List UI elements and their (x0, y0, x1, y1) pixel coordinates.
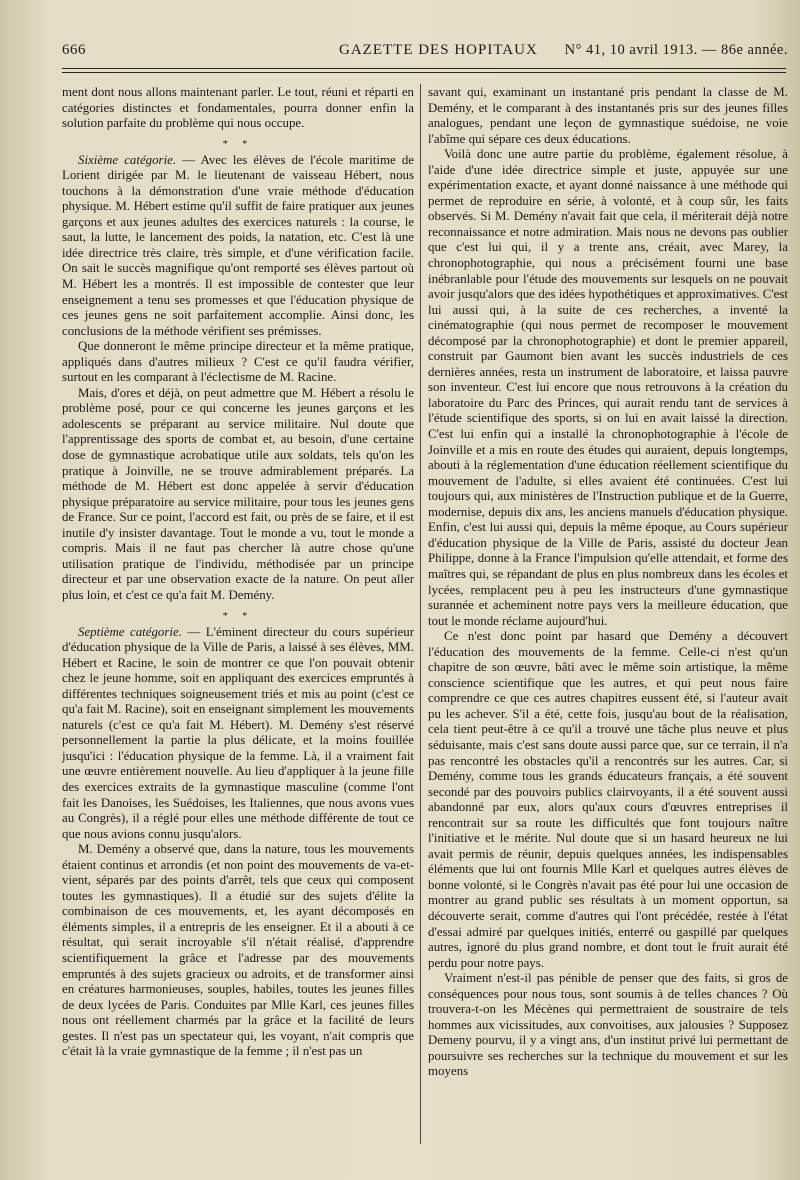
paragraph-vraiment: Vraiment n'est-il pas pénible de penser que des faits, si gros de conséquences pour nous tous, sont soumis à de telles chances ? Où trouvera-t-on les Mécènes qui permettraient de soustraire de tels hommes aux vicissitudes, aux convoitises, aux jalousies ? Supposez Demeny pourvu, il y a vingt ans, d'un institut privé lui permettant de poursuivre ses recherches sur la technique du mouvement et sur les moyens (428, 971, 788, 1079)
paragraph-category-7 (62, 625, 414, 843)
paragraph-que: Que donneront le même principe directeur et la même pratique, appliqués dans d'autres milieux ? C'est ce qu'il faudra vérifier, surtout en les comparant à l'éclectisme de M. Racine. (62, 339, 414, 385)
header-rule-thin (62, 72, 786, 73)
paragraph-demeny: M. Demény a observé que, dans la nature, tous les mouvements étaient continus et arrondis (et non point des mouvements de va-et-vient, séparés par des points d'arrêt, tels que ceux qui composent toutes les gymnastiques). Il a étudié sur des sujets d'élite la combinaison de ces mouvements, et, les ayant décomposés en éléments simples, il a entrepris de les enseigner. Et il a abouti à ce résultat, qui serait incroyable s'il n'était réalisé, d'apprendre scientifiquement la grâce et l'adresse par des mouvements empruntés à des sujets gracieux ou adroits, et de transformer ainsi en créatures harmonieuses, souples, habiles, toutes les jeunes filles de deux lycées de Paris. Conduites par Mlle Karl, ces jeunes filles nous ont réellement charmés par la grâce et la facilité de leurs gestes. Il n'est pas un spectateur qui, les voyant, n'ait compris que c'était là la vraie gymnastique de la femme ; il n'est pas un (62, 842, 414, 1059)
category-6-text: — Avec les élèves de l'école maritime de Lorient dirigée par M. le lieutenant de vaisseau Hébert, nous touchons à la démonstration d'une vraie méthode d'éducation physique. M. Hébert estime qu'il suffit de faire pratiquer aux jeunes garçons et aux jeunes adultes des exercices naturels : la course, le saut, la lutte, le lancement des poids, la natation, etc. C'est là une idée directrice très claire, très simple, et d'une vérification facile. On sait le succès magnifique qu'ont remporté ses élèves partout où M. Hébert les a montrés. Il est impossible de contester que leur enseignement a tenu ses promesses et que l'éducation physique de ces jeunes gens ne soit parfaitement accomplie. Ainsi donc, les conclusions de la méthode vérifient ses prémisses. (62, 152, 414, 338)
right-column (428, 85, 788, 1080)
section-separator: * * (222, 138, 254, 150)
paragraph-intro: ment dont nous allons maintenant parler. Le tout, réuni et réparti en catégories distinctes et fondamentales, pourra donner enfin la solution parfaite du problème qui nous occupe. (62, 85, 414, 131)
section-separator: * * (222, 610, 254, 622)
paragraph-voila: Voilà donc une autre partie du problème, également résolue, à l'aide d'une idée directrice simple et juste, appuyée sur une expérimentation exacte, et ayant donné naissance à une méthode qui permet de reproduire en série, à volonté, et à coup sûr, les faits observés. Si M. Demény n'avait fait que cela, il mériterait déjà notre reconnaissance et notre admiration. Mais nous ne devons pas oublier que c'est lui qui, il y a trente ans, créait, avec Marey, la chronophotographie, qui nous a précisément fourni une base inébranlable pour l'étude des mouvements sur lesquels on ne pouvait avoir jusqu'alors que des idées hypothétiques et approximatives. C'est lui aussi qui, à la suite de ces recherches, a inventé la cinématographie (qui nous permet de recomposer le mouvement décomposé par la chronophotographie) et dont le premier appareil, construit par Gaumont bien avant les succès industriels de ces dernières années, resta un instrument de laboratoire, et laissa pauvre son inventeur. C'est lui encore que nous retrouvons à la création du laboratoire du Parc des Princes, qui aurait rendu tant de services à l'étude scientifique des sports, si on lui en avait laissé la direction. C'est lui enfin qui a installé la chronophotographie à l'école de Joinville et a mis en route des études qui auraient, depuis longtemps, abouti à la réglementation d'une éducation réellement scientifique du mouvement de l'adulte, si elles avaient été continuées. C'est lui toujours qui, aux ministères de l'Instruction publique et de la Guerre, modernise, depuis dix ans, les anciens manuels d'éducation physique. Enfin, c'est lui aussi qui, depuis la même époque, au Cours supérieur d'éducation physique de la Ville de Paris, assisté du docteur Jean Philippe, donne à la France l'impulsion qu'elle attendait, et forme des maîtres qui, se répandant de plus en plus nombreux dans les écoles et lycées, remplacent peu à peu les instructeurs d'une gymnastique surannée et acheminent notre pays vers la meilleure éducation, que tout le monde réclame aujourd'hui. (428, 147, 788, 628)
category-7-label: Septième catégorie. (78, 624, 182, 639)
page-number: 666 (62, 42, 86, 58)
paragraph-mais: Mais, d'ores et déjà, on peut admettre que M. Hébert a résolu le problème posé, pour ce qui concerne les jeunes garçons et les adolescents se préparant au service militaire. Nul doute que l'apprentissage des sports de combat et, au besoin, d'une certaine dose de gymnastique acrobatique utile aux soldats, tels qu'on les pratique à Joinville, ne se trouve admirablement préparés. La méthode de M. Hébert est donc appelée à servir d'éducation physique préparatoire au service militaire, pour tous les jeunes gens de France. Sur ce point, l'accord est fait, ou près de se faire, et il est inutile d'y insister davantage. Tout le monde a vu, tout le monde a compris. Mais il ne faut pas chercher là autre chose qu'une utilisation pratique de l'individu, méthodisée par un principe directeur et par une observation exacte de la nature. On peut aller plus loin, et c'est ce qu'a fait M. Demény. (62, 385, 414, 602)
column-divider (420, 84, 421, 1144)
issue-info: N° 41, 10 avril 1913. — 86e année. (564, 42, 788, 58)
category-7-text: — L'éminent directeur du cours supérieur d'éducation physique de la Ville de Paris, a laissé à ses élèves, MM. Hébert et Racine, le soin de montrer ce que l'on pouvait obtenir chez le jeune homme, soit en appliquant des exercices empruntés à différentes techniques soigneusement triés et mis au point (c'est ce qu'a fait M. Racine), soit en enseignant simplement les mouvements naturels (c'est ce qu'a fait M. Hébert). M. Demény s'est réservé personnellement la partie la plus délicate, et la moins fouillée jusqu'ici : l'éducation physique de la femme. Là, il a vraiment fait une œuvre entièrement nouvelle. Au lieu d'appliquer à la jeune fille des exercices extraits de la gymnastique masculine (comme l'ont fait les Danoises, les Suédoises, les Italiennes, que nous avons vues au Congrès), il a réglé pour elles une méthode différente de tout ce que nous avions connu jusqu'alors. (62, 624, 414, 841)
category-6-label: Sixième catégorie. (78, 152, 177, 167)
left-column (62, 85, 414, 1060)
journal-title: GAZETTE DES HOPITAUX (339, 42, 538, 58)
paragraph-savant: savant qui, examinant un instantané pris pendant la classe de M. Demény, et le comparant à des instantanés pris sur des jeunes filles analogues, pendant une leçon de gymnastique suédoise, ne voie l'abîme qui sépare ces deux éducations. (428, 85, 788, 146)
running-header (62, 38, 788, 64)
header-rule (62, 68, 786, 69)
paragraph-ce: Ce n'est donc point par hasard que Demény a découvert l'éducation des mouvements de la femme. Celle-ci n'est qu'un chapitre de son œuvre, bâti avec le même soin artistique, la même conscience scientifique que les autres, et qui peut nous faire comprendre ce que ces autres chapitres eussent été, si l'auteur avait pu les achever. S'il a été, cette fois, jusqu'au bout de la réalisation, cela tient peut-être à ce qu'il a trouvé une tâche plus neuve et plus séduisante, mais c'est sans doute aussi parce que, sur ce terrain, il n'a pas rencontré les obstacles qu'il a rencontrés sur les autres. Car, si Demény, comme tous les grands éducateurs français, a été souvent secondé par des pouvoirs publics clairvoyants, il a été souvent aussi abandonné par eux, alors qu'aux cours d'œuvres entreprises il rencontrait sur sa route les difficultés que font toujours naître l'initiative et le mérite. Nul doute que si un hasard heureux ne lui avait permis de réunir, depuis quelques années, les indispensables éléments que lui ont fournis Mlle Karl et quelques autres élèves de bonne volonté, si le Congrès n'avait pas été pour lui une occasion de montrer au grand public ses résultats à un moment opportun, sa découverte serait, comme d'autres qui l'ont précédée, restée à l'état d'essai admiré par quelques initiés, enterré ou gaspillé par quelques autres, ignoré du plus grand nombre, et dont tout le fruit aurait été perdu pour notre pays. (428, 629, 788, 970)
paragraph-category-6 (62, 153, 414, 340)
